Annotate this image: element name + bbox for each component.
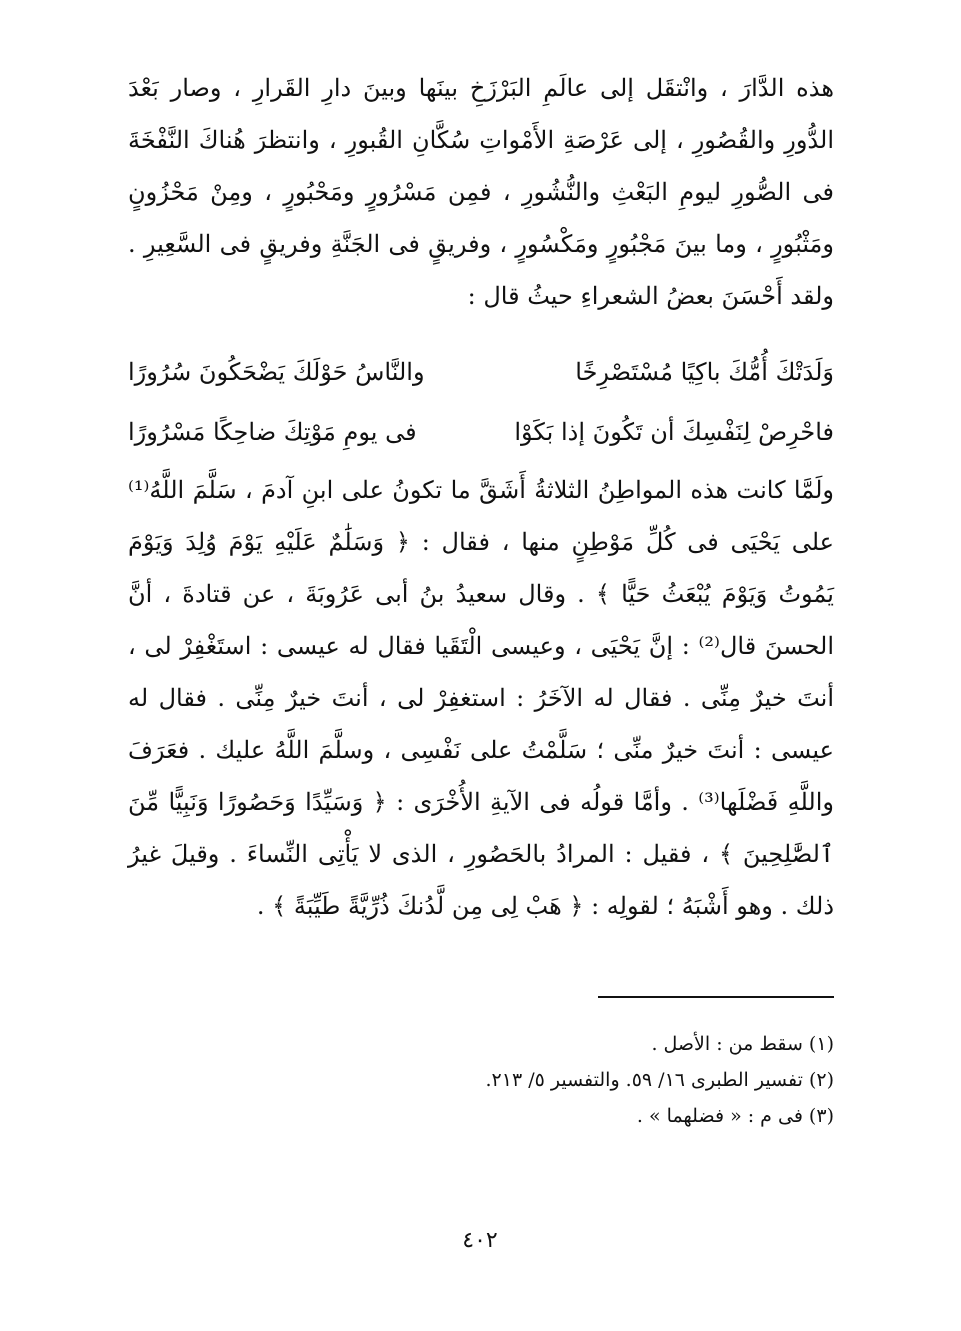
- poem-verses: [128, 342, 834, 462]
- verse-first-hemistich: وَلَدَتْكَ أُمُّكَ باكِيًا مُسْتَصْرِخًا: [575, 358, 834, 386]
- page-number: ٤٠٢: [462, 1228, 498, 1253]
- verse-second-hemistich: فى يومِ مَوْتِكَ ضاحِكًا مَسْرُورًا: [128, 418, 417, 446]
- footnotes: [300, 1026, 834, 1134]
- paragraph-1: [128, 62, 834, 322]
- verse-line: [128, 342, 834, 402]
- paragraph-2: [128, 464, 834, 932]
- verse-line: [128, 402, 834, 462]
- paragraph-2-text: ولَمَّا كانت هذه المواطِنُ الثلاثةُ أَشَقَّ ما تكونُ على ابنِ آدمَ ، سَلَّمَ اللَّهُ⁽¹⁾ على يَحْيَى فى كُلِّ مَوْطِنٍ منها ، فقال : ﴿ وَسَلَٰمٌ عَلَيْهِ يَوْمَ وُلِدَ وَيَوْمَ يَمُوتُ وَيَوْمَ يُبْعَثُ حَيًّا ﴾ . وقال سعيدُ بنُ أبى عَرُوبَةَ ، عن قتادةَ ، أنَّ الحسنَ قال⁽²⁾ : إنَّ يَحْيَى ، وعيسى الْتَقَيا فقال له عيسى : استَغْفِرْ لى ، أنتَ خيرٌ مِنِّى . فقال له الآخَرُ : استغفِرْ لى ، أنتَ خيرٌ مِنِّى . فقال له عيسى : أنتَ خيرٌ منِّى ؛ سَلَّمْتُ على نَفْسِى ، وسلَّمَ اللَّهُ عليك . فعَرَفَ واللَّهِ فَضْلَها⁽³⁾ . وأمَّا قولُه فى الآيةِ الأُخْرَى : ﴿ وَسَيِّدًا وَحَصُورًا وَنَبِيًّا مِّنَ ٱلصَّٰلِحِينَ ﴾ ، فقيل : المرادُ بالحَصُورِ ، الذى لا يَأْتِى النِّساءَ . وقيلَ غيرُ ذلك . وهو أَشْبَهُ ؛ لقولِه : ﴿ هَبْ لِى مِن لَّدُنكَ ذُرِّيَّةً طَيِّبَةً ﴾ .: [128, 476, 834, 920]
- footnote: (١) سقط من : الأصل .: [651, 1033, 834, 1055]
- footnote: (٢) تفسير الطبرى ١٦/ ٥٩. والتفسير ٥/ ٢١٣.: [485, 1069, 834, 1091]
- verse-first-hemistich: فاحْرِصْ لِنَفْسِكَ أن تَكُونَ إذا بَكَوْا: [514, 418, 834, 446]
- footnote: (٣) فى م : « فضلهما » .: [636, 1105, 834, 1127]
- paragraph-1-text: هذه الدَّارَ ، وانْتقَل إلى عالَمِ البَرْزَخِ بينَها وبينَ دارِ القَرارِ ، وصار بَعْدَ الدُّورِ والقُصُورِ ، إلى عَرْصَةِ الأَمْواتِ سُكَّانِ القُبورِ ، وانتظرَ هُناكَ النَّفْخَةَ فى الصُّورِ ليومِ البَعْثِ والنُّشُورِ ، فمِن مَسْرُورٍ ومَحْبُورٍ ، ومِنْ مَحْزُونٍ ومَثْبُورٍ ، وما بينَ مَجْبُورٍ ومَكْسُورٍ ، وفريقٍ فى الجَنَّةِ وفريقٍ فى السَّعِيرِ . ولقد أَحْسَنَ بعضُ الشعراءِ حيثُ قال :: [128, 74, 834, 310]
- footnote-separator: [598, 996, 834, 998]
- verse-second-hemistich: والنَّاسُ حَوْلَكَ يَضْحَكُونَ سُرُورًا: [128, 358, 425, 386]
